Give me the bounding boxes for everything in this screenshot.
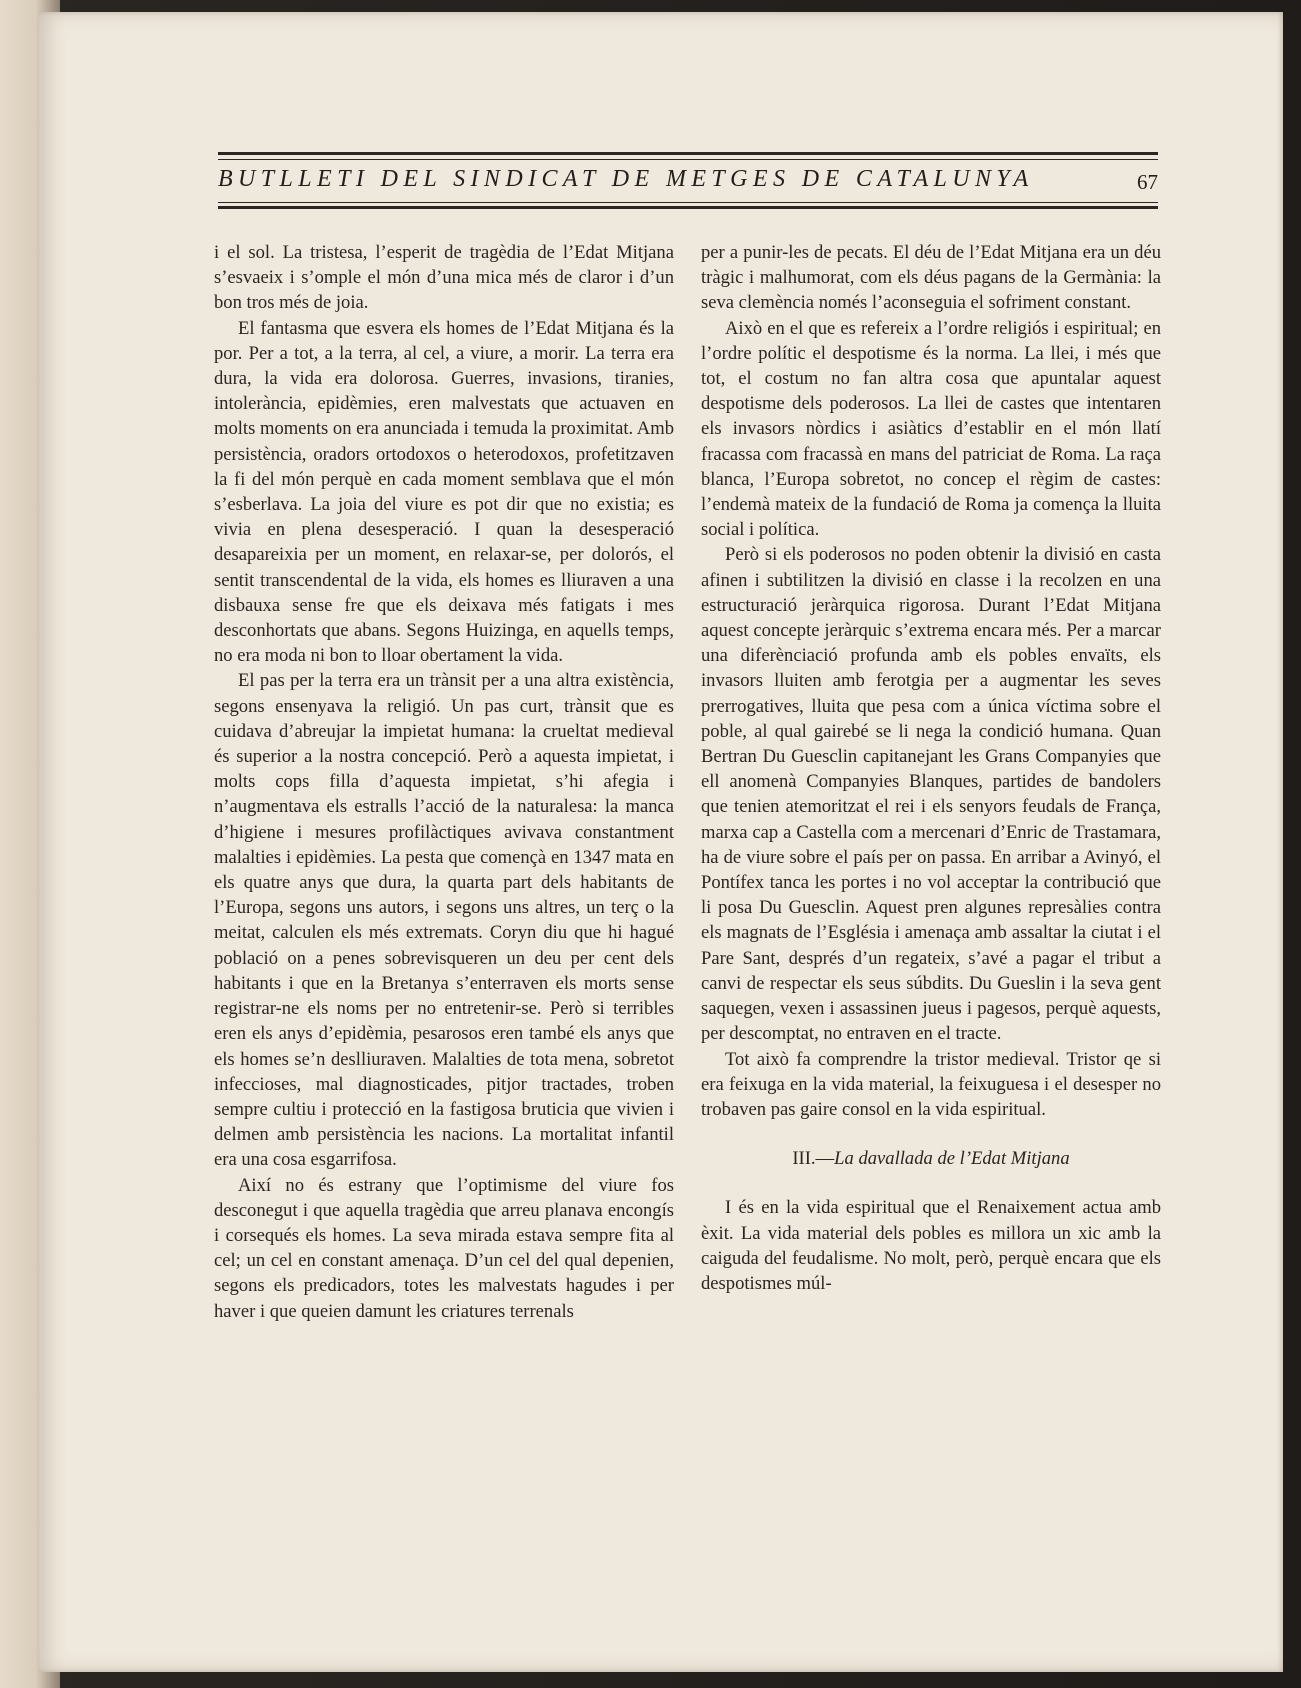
right-column (701, 240, 1161, 1296)
page-number: 67 (1137, 170, 1158, 194)
paragraph: Així no és estrany que l’optimisme del viure fos desconegut i que aquella tragèdia que arreu planava encongís i corsequés els homes. La seva mirada estava sempre fita al cel; un cel en constant amenaça. D’un cel del qual depenien, segons els predicadors, totes les malvestats hagudes i per haver i que queien damunt les criatures terrenals (214, 1174, 674, 1322)
paragraph: Tot això fa comprendre la tristor medieval. Tristor qe si era feixuga en la vida material, la feixuguesa i el desesper no trobaven pas gaire consol en la vida espiritual. (701, 1048, 1161, 1120)
journal-page (38, 12, 1283, 1672)
section-title: La davallada de l’Edat Mitjana (834, 1148, 1070, 1170)
paragraph: Però si els poderosos no poden obtenir la divisió en casta afinen i subtilitzen la divisió en classe i la recolzen en una estructuració jeràrquica rigorosa. Durant l’Edat Mitjana aquest concepte jeràrquic s’extrema encara més. Per a marcar una diferènciació profunda amb els pobles envaïts, els invasors lluiten amb ferotgia per a augmentar les seves prerrogatives, lluita que pesa com a única víctima sobre el poble, al qual gairebé se li nega la condició humana. Quan Bertran Du Guesclin capitanejant les Grans Companyies que ell anomenà Companyies Blanques, partides de bandolers que tenien atemoritzat el rei i els senyors feudals de França, marxa cap a Castella com a mercenari d’Enric de Trastamara, ha de viure sobre el país per on passa. En arribar a Avinyó, el Pontífex tanca les portes i no vol acceptar la contribució que li posa Du Guesclin. Aquest pren algunes represàlies contra els magnats de l’Església i amenaça amb assaltar la ciutat i el Pare Sant, després d’un regateix, s’avé a pagar el tribut a canvi de respectar els seus súbdits. Du Gueslin i la seva gent saquegen, vexen i assassinen jueus i pagesos, perquè aquests, per descomptat, no entraven en el tracte. (701, 544, 1161, 1045)
paragraph: i el sol. La tristesa, l’esperit de tragèdia de l’Edat Mitjana s’esvaeix i s’omple el món d’una mica més de claror i d’un bon tros més de joia. (214, 242, 674, 314)
section-heading (701, 1146, 1161, 1171)
section-number: III.— (792, 1148, 835, 1170)
paragraph: per a punir-les de pecats. El déu de l’Edat Mitjana era un déu tràgic i malhumorat, com els déus pagans de la Germània: la seva clemència només l’aconseguia el sofriment constant. (701, 242, 1161, 314)
left-column (214, 240, 674, 1324)
header-rule (218, 152, 1158, 155)
running-header (218, 152, 1158, 214)
header-rule (218, 159, 1158, 160)
journal-title: BUTLLETI DEL SINDICAT DE METGES DE CATALUNYA (218, 166, 1034, 192)
paragraph: I és en la vida espiritual que el Renaixement actua amb èxit. La vida material dels pobles es millora un xic amb la caiguda del feudalisme. No molt, però, perquè encara que els despotismes múl- (701, 1197, 1161, 1294)
header-rule (218, 202, 1158, 203)
header-rule (218, 206, 1158, 209)
paragraph: El fantasma que esvera els homes de l’Edat Mitjana és la por. Per a tot, a la terra, al cel, a viure, a morir. La terra era dura, la vida era dolorosa. Guerres, invasions, tiranies, intolerància, epidèmies, eren malvestats que actuaven en molts moments on era anunciada i temuda la proximitat. Amb persistència, oradors ortodoxos o heterodoxos, profetitzaven la fi del món perquè en cada moment semblava que el món s’esberlava. La joia del viure es pot dir que no existia; es vivia en plena desesperació. I quan la desesperació desapareixia per un moment, en relaxar-se, per dolorós, el sentit transcendental de la vida, els homes es lliuraven a una disbauxa sense fre que els deixava més fatigats i mes desconhortats que abans. Segons Huizinga, en aquells temps, no era moda ni bon to lloar obertament la vida. (214, 317, 674, 667)
paragraph: El pas per la terra era un trànsit per a una altra existència, segons ensenyava la religió. Un pas curt, trànsit que es cuidava d’abreujar la impietat humana: la crueltat medieval és superior a la nostra concepció. Però a aquesta impietat, i molts cops filla d’aquesta impietat, s’hi afegia i n’augmentava els estralls l’acció de la naturalesa: la manca d’higiene i mesures profilàctiques avivava constantment malalties i epidèmies. La pesta que començà en 1347 mata en els quatre anys que dura, la quarta part dels habitants de l’Europa, segons uns autors, i segons uns altres, un terç o la meitat, calculen els més extremats. Coryn diu que hi hagué població on a penes sobrevisqueren un deu per cent dels habitants i que en la Bretanya s’enterraven els morts sense registrar-ne els noms per no entretenir-se. Però si terribles eren els anys d’epidèmia, pesarosos eren també els anys que els homes se’n deslliuraven. Malalties de tota mena, sobretot infeccioses, mal diagnosticades, pitjor tractades, troben sempre cultiu i protecció en la fastigosa bruticia que vivien i delmen amb persistència les nacions. La mortalitat infantil era una cosa esgarrifosa. (214, 670, 674, 1171)
paragraph: Això en el que es refereix a l’ordre religiós i espiritual; en l’ordre polític el despotisme és la norma. La llei, i més que tot, el costum no fan altra cosa que apuntalar aquest despotisme dels poderosos. La llei de castes que intentaren els invasors nòrdics i asiàtics d’establir en el món llatí fracassa com fracassà en mans del patriciat de Roma. La raça blanca, l’Europa sobretot, no concep el règim de castes: l’endemà mateix de la fundació de Roma ja comença la lluita social i política. (701, 317, 1161, 541)
